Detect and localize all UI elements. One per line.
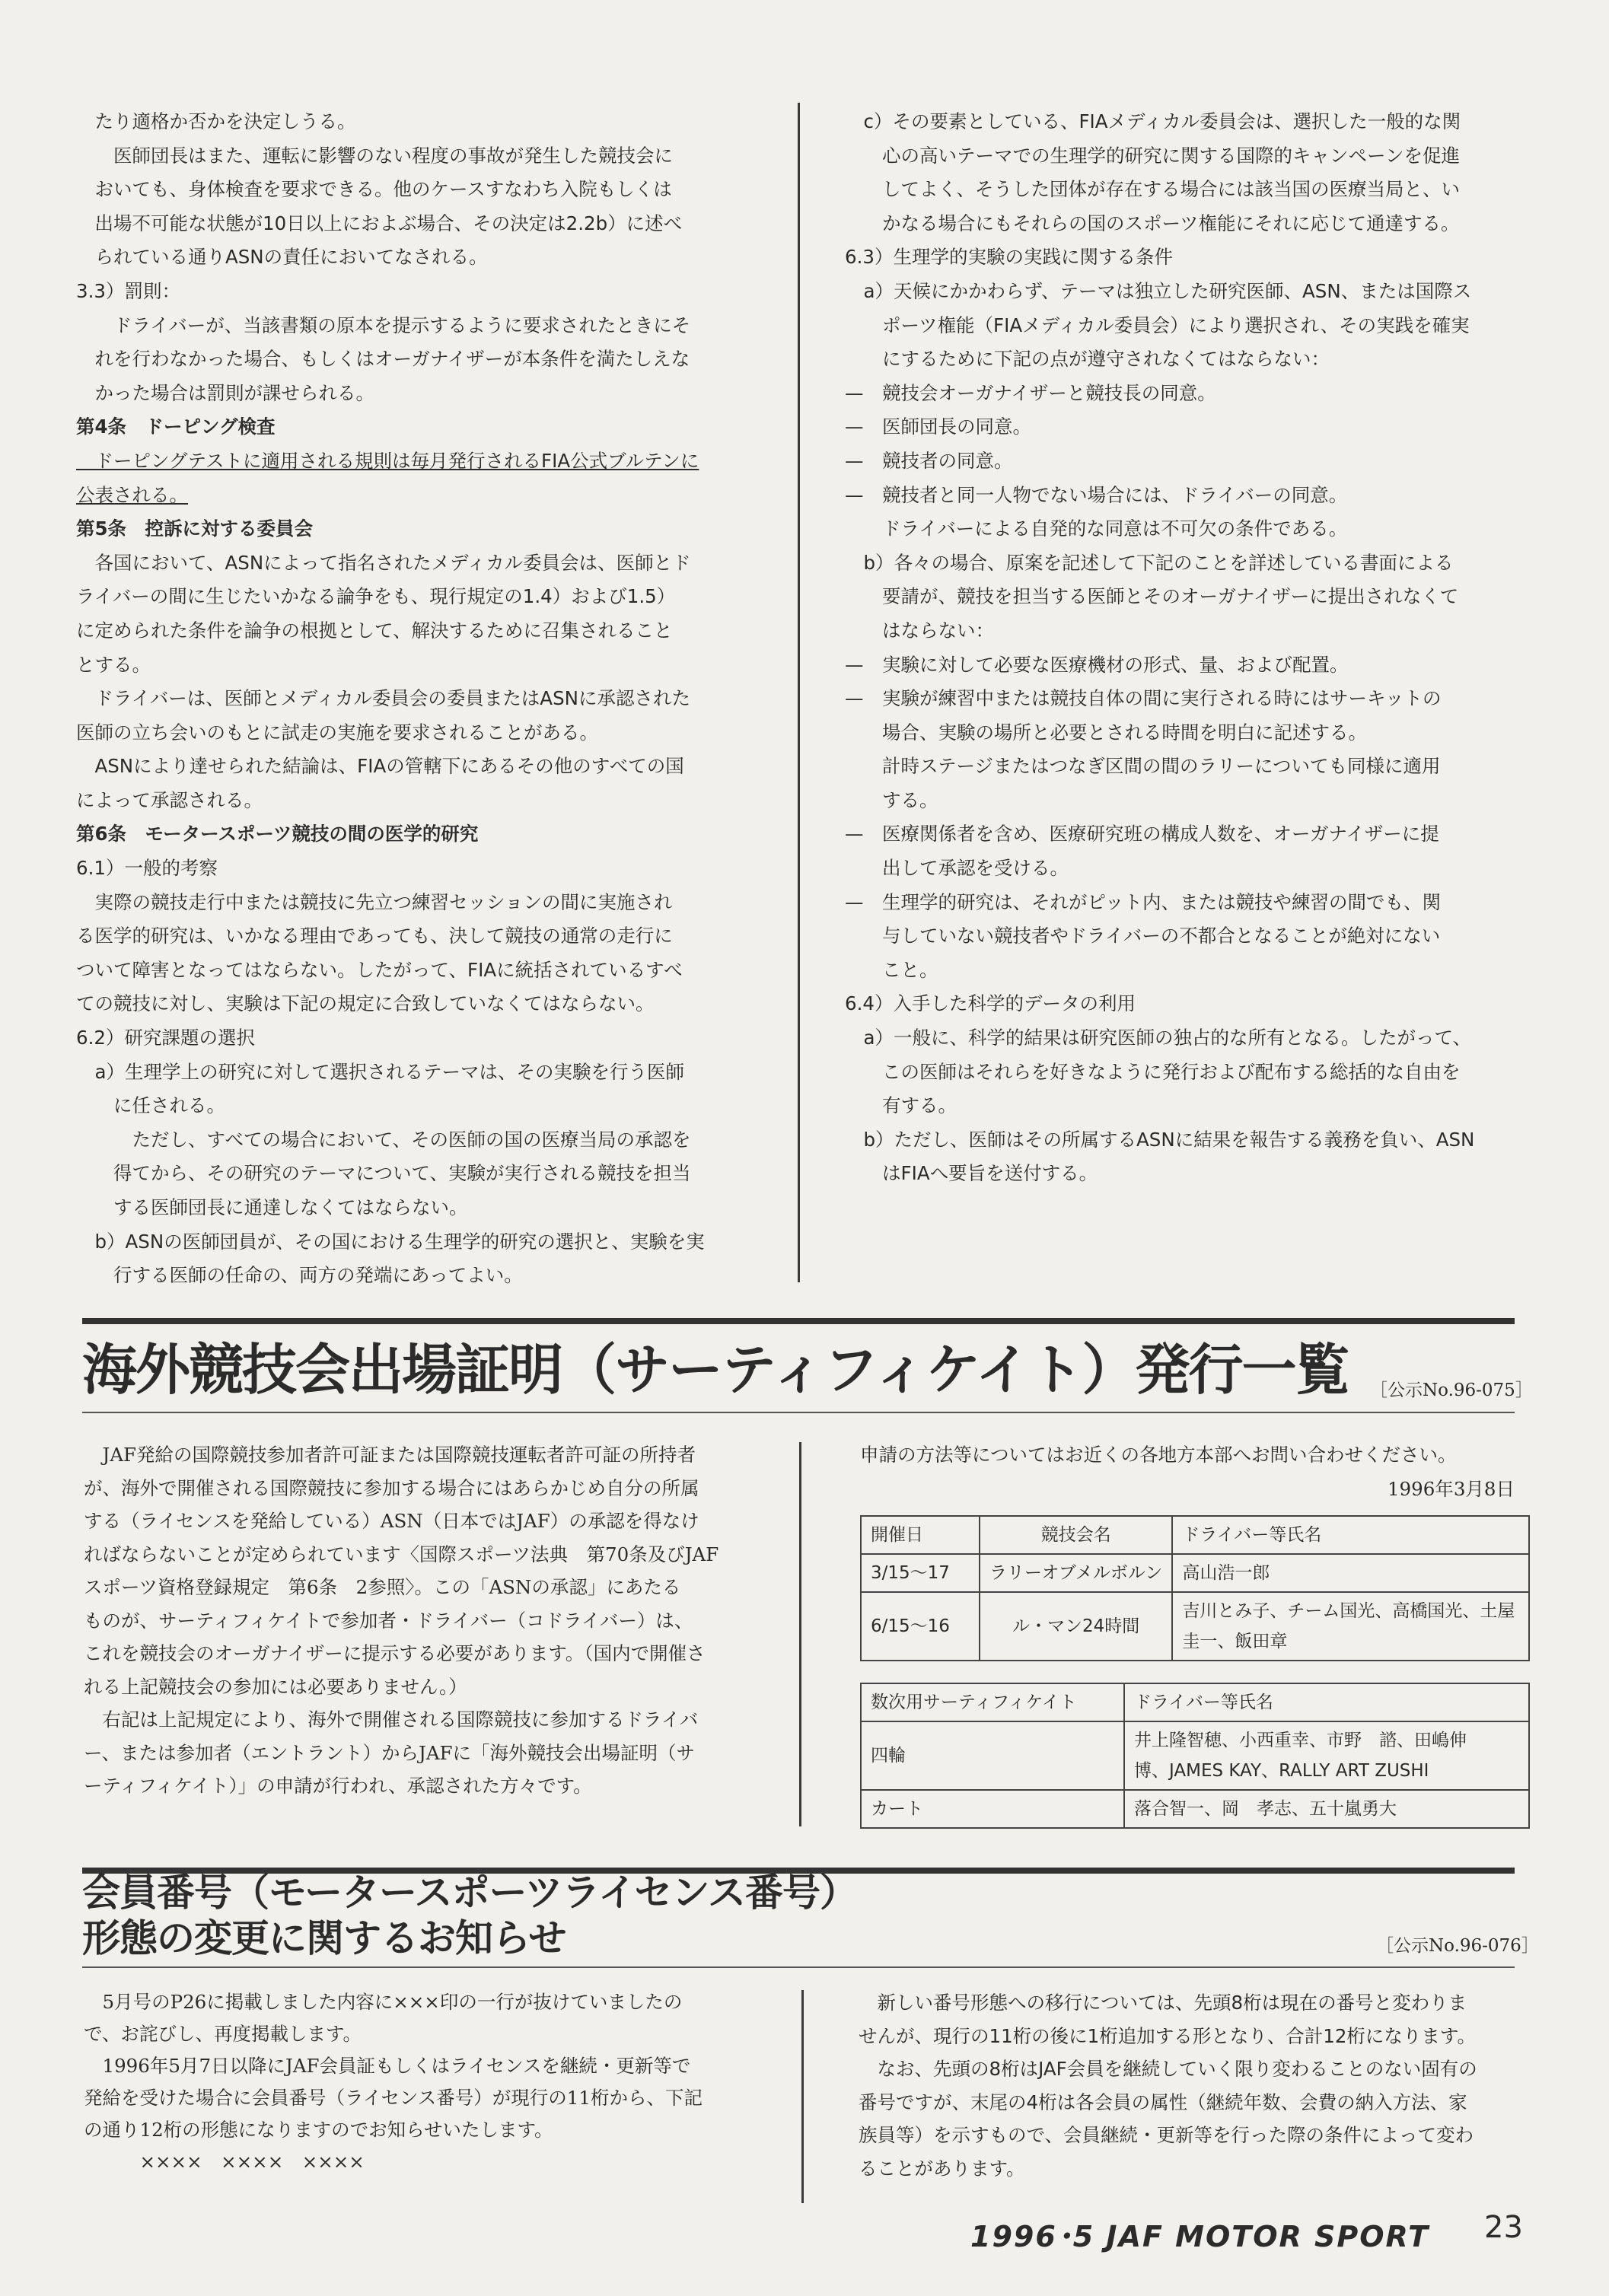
row-date: 6/15〜16 xyxy=(861,1592,980,1661)
text-line: の通り12桁の形態になりますのでお知らせいたします。 xyxy=(84,2119,553,2141)
section2-right-body xyxy=(859,1986,1528,2185)
text-line: 有する。 xyxy=(845,1094,957,1117)
text-line: する。 xyxy=(845,788,938,811)
text-line: ドライバーが、当該書類の原本を提示するように要求されたときにそ xyxy=(76,314,691,336)
text-line: る医学的研究は、いかなる理由であっても、決して競技の通常の走行に xyxy=(76,925,673,947)
regulation-right-column xyxy=(845,105,1541,1191)
text-line: 6.2）研究課題の選択 xyxy=(76,1027,255,1049)
driver-line: 圭一、飯田章 xyxy=(1182,1632,1288,1652)
text-line: はFIAへ要旨を送付する。 xyxy=(845,1162,1098,1185)
text-line: ASNにより達せられた結論は、FIAの管轄下にあるその他のすべての国 xyxy=(76,755,684,778)
text-line: に任される。 xyxy=(76,1094,225,1117)
row-drivers: 高山浩一郎 xyxy=(1172,1554,1529,1592)
text-line: 3.3）罰則： xyxy=(76,279,180,302)
publish-date: 1996年3月8日 xyxy=(1387,1477,1515,1500)
text-line: 第4条 ドーピング検査 xyxy=(76,416,276,438)
text-line: に定められた条件を論争の根拠として、解決するために召集されること xyxy=(76,619,673,642)
text-line: する医師団長に通達しなくてはならない。 xyxy=(76,1196,468,1218)
text-line: ライバーの間に生じたいかなる論争をも、現行規定の1.4）および1.5） xyxy=(76,585,676,608)
text-line: ポーツ権能（FIAメディカル委員会）により選択され、その実践を確実 xyxy=(845,314,1470,336)
column-divider xyxy=(801,1990,804,2203)
section1-right xyxy=(860,1438,1530,1829)
row-date: 3/15〜17 xyxy=(861,1554,980,1592)
text-line: 実際の競技走行中または競技に先立つ練習セッションの間に実施され xyxy=(76,890,673,913)
text-line: 出場不可能な状態が10日以上におよぶ場合、その決定は2.2b）に述べ xyxy=(76,212,683,234)
text-line: — 医療関係者を含め、医療研究班の構成人数を、オーガナイザーに提 xyxy=(845,823,1439,845)
text-line: この医師はそれらを好きなように発行および配布する総括的な自由を xyxy=(845,1060,1461,1083)
text-line: ればならないことが定められています〈国際スポーツ法典 第70条及びJAF xyxy=(84,1543,719,1565)
row-drivers: 落合智一、岡 孝志、五十嵐勇大 xyxy=(1124,1790,1529,1828)
text-line: ることがあります。 xyxy=(859,2157,1025,2180)
section2-left-body xyxy=(84,1986,761,2178)
section2-underline xyxy=(82,1966,1515,1968)
text-line: 6.1）一般的考察 xyxy=(76,857,218,880)
text-line: られている通りASNの責任においてなされる。 xyxy=(76,246,488,269)
text-line: 第6条 モータースポーツ競技の間の医学的研究 xyxy=(76,823,479,845)
section1-notice-number: ［公示No.96-075］ xyxy=(1370,1380,1533,1400)
table-header-row xyxy=(861,1516,1529,1554)
text-line: 右記は上記規定により、海外で開催される国際競技に参加するドライバ xyxy=(84,1708,699,1731)
section2-title xyxy=(82,1870,857,1961)
text-line: とする。 xyxy=(76,653,151,676)
section2-title-line: 会員番号（モータースポーツライセンス番号） xyxy=(82,1871,857,1915)
text-line: a）一般に、科学的結果は研究医師の独占的な所有となる。したがって、 xyxy=(845,1027,1472,1049)
text-line: ついて障害となってはならない。したがって、FIAに統括されているすべ xyxy=(76,958,683,981)
multi-use-certificate-table xyxy=(860,1683,1530,1829)
header-drivers: ドライバー等氏名 xyxy=(1124,1683,1529,1721)
text-line: これを競技会のオーガナイザーに提示する必要があります。（国内で開催さ xyxy=(84,1642,706,1664)
row-type: カート xyxy=(861,1790,1124,1828)
text-line: ドーピングテストに適用される規則は毎月発行されるFIA公式ブルテンに xyxy=(76,449,699,472)
text-line: — 生理学的研究は、それがピット内、または競技や練習の間でも、関 xyxy=(845,890,1442,913)
column-divider xyxy=(798,103,800,1282)
text-line: する（ライセンスを発給している）ASN（日本ではJAF）の承認を得なけ xyxy=(84,1510,699,1532)
text-line: にするために下記の点が遵守されなくてはならない： xyxy=(845,348,1330,371)
text-line: によって承認される。 xyxy=(76,788,263,811)
text-line: ドライバーによる自発的な同意は不可欠の条件である。 xyxy=(845,517,1348,540)
text-line: 6.3）生理学的実験の実践に関する条件 xyxy=(845,246,1173,269)
text-line: 5月号のP26に掲載しました内容に×××印の一行が抜けていましたの xyxy=(84,1991,683,2013)
table-row xyxy=(861,1790,1529,1828)
text-line: ×××× ×××× ×××× xyxy=(84,2151,365,2173)
text-line: れる上記競技会の参加には必要ありません。） xyxy=(84,1675,467,1698)
header-date: 開催日 xyxy=(861,1516,980,1554)
text-line: ただし、すべての場合において、その医師の国の医療当局の承認を xyxy=(76,1128,691,1151)
text-line: — 競技者と同一人物でない場合には、ドライバーの同意。 xyxy=(845,483,1348,506)
row-event: ラリーオブメルボルン xyxy=(980,1554,1172,1592)
text-line: かなる場合にもそれらの国のスポーツ権能にそれに応じて通達する。 xyxy=(845,212,1460,234)
driver-line: 吉川とみ子、チーム国光、高橋国光、土屋 xyxy=(1182,1601,1515,1622)
section2-notice-number: ［公示No.96-076］ xyxy=(1376,1936,1539,1956)
text-line: たり適格か否かを決定しうる。 xyxy=(76,110,356,132)
text-line: スポーツ資格登録規定 第6条 2参照〉。この「ASNの承認」にあたる xyxy=(84,1576,681,1598)
text-line: b）ただし、医師はその所属するASNに結果を報告する義務を負い、ASN xyxy=(845,1128,1475,1151)
text-line: 与していない競技者やドライバーの不都合となることが絶対にない xyxy=(845,925,1441,947)
text-line: 各国において、ASNによって指名されたメディカル委員会は、医師とド xyxy=(76,551,691,574)
text-line: — 医師団長の同意。 xyxy=(845,416,1031,438)
text-line: なお、先頭の8桁はJAF会員を継続していく限り変わることのない固有の xyxy=(859,2058,1477,2080)
table-row xyxy=(861,1554,1529,1592)
text-line: 第5条 控訴に対する委員会 xyxy=(76,517,314,540)
text-line: 6.4）入手した科学的データの利用 xyxy=(845,992,1136,1015)
row-type: 四輪 xyxy=(861,1721,1124,1790)
text-line: が、海外で開催される国際競技に参加する場合にはあらかじめ自分の所属 xyxy=(84,1476,699,1499)
text-line: 計時ステージまたはつなぎ区間の間のラリーについても同様に適用 xyxy=(845,755,1441,778)
text-line: 行する医師の任命の、両方の発端にあってよい。 xyxy=(76,1264,523,1287)
text-line: 医師の立ち会いのもとに試走の実施を要求されることがある。 xyxy=(76,721,598,744)
text-line: せんが、現行の11桁の後に1桁追加する形となり、合計12桁になります。 xyxy=(859,2024,1476,2047)
page-number: 23 xyxy=(1484,2210,1523,2245)
text-line: a）天候にかかわらず、テーマは独立した研究医師、ASN、または国際ス xyxy=(845,279,1472,302)
text-line: — 実験が練習中または競技自体の間に実行される時にはサーキットの xyxy=(845,687,1442,710)
section-rule xyxy=(82,1318,1515,1324)
text-line: ドライバーは、医師とメディカル委員会の委員またはASNに承認された xyxy=(76,687,690,710)
header-certificate-type: 数次用サーティフィケイト xyxy=(861,1683,1124,1721)
text-line: おいても、身体検査を要求できる。他のケースすなわち入院もしくは xyxy=(76,178,672,201)
header-drivers: ドライバー等氏名 xyxy=(1172,1516,1529,1554)
text-line: 場合、実験の場所と必要とされる時間を明白に記述する。 xyxy=(845,721,1367,744)
table-row xyxy=(861,1721,1529,1790)
text-line: ーティフィケイト）」の申請が行われ、承認された方々です。 xyxy=(84,1775,592,1797)
text-line: 要請が、競技を担当する医師とそのオーガナイザーに提出されなくて xyxy=(845,585,1459,608)
text-line: 発給を受けた場合に会員番号（ライセンス番号）が現行の11桁から、下記 xyxy=(84,2087,703,2109)
regulation-left-column xyxy=(76,105,765,1293)
text-line: b）各々の場合、原案を記述して下記のことを詳述している書面による xyxy=(845,551,1454,574)
text-line: ものが、サーティフィケイトで参加者・ドライバー（コドライバー）は、 xyxy=(84,1609,693,1632)
section2-title-line: 形態の変更に関するお知らせ xyxy=(82,1916,566,1960)
text-line: 心の高いテーマでの生理学的研究に関する国際的キャンペーンを促進 xyxy=(845,144,1461,167)
text-line: ての競技に対し、実験は下記の規定に合致していなくてはならない。 xyxy=(76,992,655,1015)
text-line: こと。 xyxy=(845,958,938,981)
text-line: れを行わなかった場合、もしくはオーガナイザーが本条件を満たしえな xyxy=(76,348,690,371)
text-line: 医師団長はまた、運転に影響のない程度の事故が発生した競技会に xyxy=(76,144,673,167)
row-drivers xyxy=(1124,1721,1529,1790)
text-line: 出して承認を受ける。 xyxy=(845,857,1069,880)
application-note: 申請の方法等についてはお近くの各地方本部へお問い合わせください。 xyxy=(860,1444,1457,1466)
text-line: 1996年5月7日以降にJAF会員証もしくはライセンスを継続・更新等で xyxy=(84,2055,691,2077)
text-line: 番号ですが、末尾の4桁は各会員の属性（継続年数、会費の納入方法、家 xyxy=(859,2091,1467,2113)
table-header-row xyxy=(861,1683,1529,1721)
text-line: 公表される。 xyxy=(76,483,188,506)
section1-underline xyxy=(82,1412,1515,1413)
text-line: 得てから、その研究のテーマについて、実験が実行される競技を担当 xyxy=(76,1162,691,1185)
text-line: はならない： xyxy=(845,619,994,642)
text-line: JAF発給の国際競技参加者許可証または国際競技運転者許可証の所持者 xyxy=(84,1444,696,1466)
header-event: 競技会名 xyxy=(980,1516,1172,1554)
table-row xyxy=(861,1592,1529,1661)
text-line: 新しい番号形態への移行については、先頭8桁は現在の番号と変わりま xyxy=(859,1992,1467,2014)
text-line: — 実験に対して必要な医療機材の形式、量、および配置。 xyxy=(845,653,1349,676)
driver-line: 井上隆智穂、小西重幸、市野 諮、田嶋伸 xyxy=(1134,1731,1467,1751)
text-line: — 競技会オーガナイザーと競技長の同意。 xyxy=(845,381,1216,404)
text-line: c）その要素としている、FIAメディカル委員会は、選択した一般的な関 xyxy=(845,110,1461,132)
text-line: b）ASNの医師団員が、その国における生理学的研究の選択と、実験を実 xyxy=(76,1230,705,1253)
text-line: ー、または参加者（エントラント）からJAFに「海外競技会出場証明（サ xyxy=(84,1741,696,1764)
section1-title: 海外競技会出場証明（サーティフィケイト）発行一覧 xyxy=(82,1338,1349,1402)
row-drivers xyxy=(1172,1592,1529,1661)
section1-body xyxy=(84,1438,761,1803)
event-certificate-table xyxy=(860,1515,1530,1661)
magazine-footer: 1996･5 JAF MOTOR SPORT xyxy=(970,2220,1429,2253)
text-line: — 競技者の同意。 xyxy=(845,449,1013,472)
text-line: で、お詫びし、再度掲載します。 xyxy=(84,2023,362,2045)
text-line: かった場合は罰則が課せられる。 xyxy=(76,381,374,404)
column-divider xyxy=(799,1442,801,1826)
text-line: a）生理学上の研究に対して選択されるテーマは、その実験を行う医師 xyxy=(76,1060,685,1083)
row-event: ル・マン24時間 xyxy=(980,1592,1172,1661)
text-line: 族員等）を示すもので、会員継続・更新等を行った際の条件によって変わ xyxy=(859,2124,1474,2146)
text-line: してよく、そうした団体が存在する場合には該当国の医療当局と、い xyxy=(845,178,1461,201)
driver-line: 博、JAMES KAY、RALLY ART ZUSHI xyxy=(1134,1761,1429,1782)
